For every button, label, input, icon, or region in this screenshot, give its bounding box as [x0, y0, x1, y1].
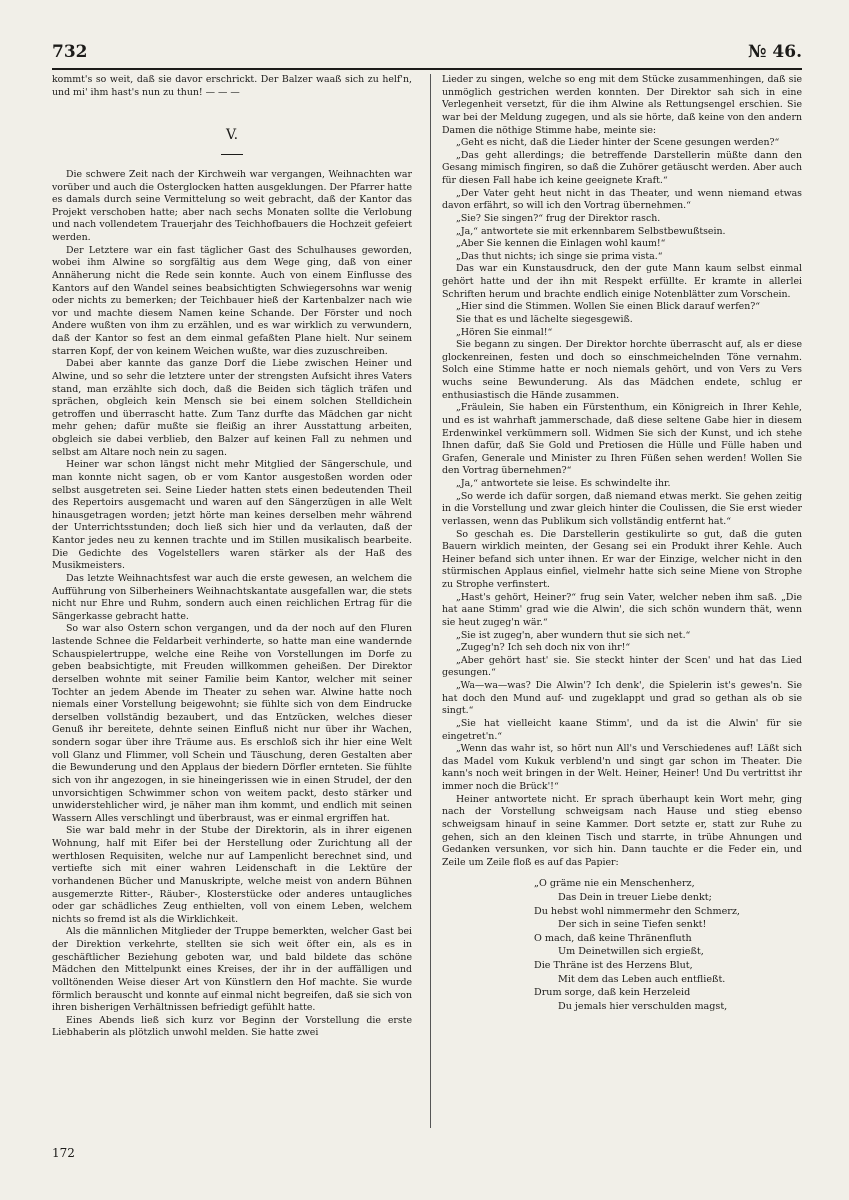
page-number: 732 — [52, 42, 88, 62]
paragraph: „Aber gehört hast' sie. Sie steckt hinter der Scen' und hat das Lied gesungen.“ — [442, 654, 802, 679]
paragraph: Das letzte Weihnachtsfest war auch die erste gewesen, an welchem die Aufführung von Silberheiners Weihnachtskantate ausgefallen war, die stets nicht nur Ehre und Ruhm, sondern auch einen reichlichen Ertrag für die Sängerkasse gebracht hatte. — [52, 572, 412, 622]
paragraph: „Hier sind die Stimmen. Wollen Sie einen Blick darauf werfen?“ — [456, 301, 761, 313]
paragraph: Das war ein Kunstausdruck, den der gute Mann kaum selbst einmal gehört hatte und der ihn mit Respekt erfüllte. Er kramte in allerlei Schriften herum und brachte endlich einige Notenblätter zum Vorschein. — [442, 263, 802, 300]
paragraph: „Sie? Sie singen?“ frug der Direktor rasch. — [456, 212, 661, 224]
poem-line: Du hebst wohl nimmermehr den Schmerz, — [534, 905, 740, 917]
paragraph: So war also Ostern schon vergangen, und da der noch auf den Fluren lastende Schnee die Feldarbeit verhinderte, so hatte man eine wandernde Schauspielertruppe, welche eine Reihe von Vorstellungen im Dorfe zu geben beabsichtigte, mit Freuden willkommen geheißen. Der Direktor derselben wohnte mit seiner Familie beim Kantor, welcher mit seiner Tochter an jedem Abende im Theater zu sehen war. Alwine hatte noch niemals einer Vorstellung beigewohnt; sie fühlte sich von dem Eindrucke derselben vollständig bezaubert, und das Entzücken, welches dieser Genuß ihr bereitete, dehnte seinen Einfluß nicht nur über ihr Wachen, sondern sogar über ihre Träume aus. Es erschloß sich ihr hier eine Welt voll Glanz und Flimmer, voll Schein und Täuschung, deren Gestalten aber die Bewunderung und den Applaus der biedern Dörfler ernteten. Sie fühlte sich von ihr angezogen, in sie hineingerissen wie in einen Strudel, der den unvorsichtigen Schwimmer schon von weitem packt, desto stärker und unwiderstehlicher wird, je näher man ihm kommt, und endlich mit seinen Wassern Alles verschlingt und überbraust, was er einmal ergriffen hat. — [52, 623, 412, 824]
paragraph: „Aber Sie kennen die Einlagen wohl kaum!“ — [456, 238, 666, 250]
paragraph: „Hast's gehört, Heiner?“ frug sein Vater, welcher neben ihm saß. „Die hat aane Stimm' grad wie die Alwin', die sich schön wundern thät, wenn sie heut zugeg'n wär.“ — [442, 591, 802, 628]
page-header — [52, 38, 802, 66]
paragraph: Heiner antwortete nicht. Er sprach überhaupt kein Wort mehr, ging nach der Vorstellung schweigsam nach Hause und stieg ebenso schweigsam hinauf in seine Kammer. Dort setzte er, statt zur Ruhe zu gehen, sich an den kleinen Tisch und starrte, in trübe Ahnungen und Gedanken versunken, vor sich hin. Dann tauchte er die Feder ein, und Zeile um Zeile floß es auf das Papier: — [442, 793, 802, 868]
column-divider — [430, 74, 431, 1128]
header-rule — [52, 68, 802, 70]
paragraph: „Ja,“ antwortete sie mit erkennbarem Selbstbewußtsein. — [456, 225, 726, 237]
paragraph: Sie begann zu singen. Der Direktor horchte überrascht auf, als er diese glockenreinen, festen und doch so einschmeichelnden Töne vernahm. Solch eine Stimme hatte er noch niemals gehört, und von Vers zu Vers wuchs seine Bewunderung. Als das Mädchen endete, schlug er enthusiastisch die Hände zusammen. — [442, 339, 802, 401]
paragraph: „Wa—wa—was? Die Alwin'? Ich denk', die Spielerin ist's gewes'n. Sie hat doch den Mund auf- und zugeklappt und grad so gethan als ob sie singt.“ — [442, 680, 802, 717]
poem-line: Mit dem das Leben auch entfließt. — [558, 973, 726, 985]
paragraph: Heiner war schon längst nicht mehr Mitglied der Sängerschule, und man konnte nicht sagen, ob er vom Kantor ausgestoßen worden oder selbst ausgetreten sei. Seine Lieder hatten stets einen bedeutenden Theil des Repertoirs ausgemacht und waren auf den Sängerzügen in alle Welt hinausgetragen worden; jetzt hörte man keines derselben mehr während der Unterrichtsstunden; doch ließ sich hier und da verlauten, daß der Kantor jedes neu zu kennen trachte und im Stillen musikalisch bearbeite. Die Gedichte des Vogelstellers waren stärker als der Haß des Musikmeisters. — [52, 459, 412, 572]
paragraph: „Ja,“ antwortete sie leise. Es schwindelte ihr. — [456, 478, 671, 489]
poem — [442, 877, 802, 1013]
paragraph: „Geht es nicht, daß die Lieder hinter der Scene gesungen werden?“ — [456, 137, 780, 149]
paragraph: „Hören Sie einmal!“ — [456, 326, 553, 338]
poem-line: O mach, daß keine Thränenfluth — [534, 932, 692, 944]
poem-line: Der sich in seine Tiefen senkt! — [558, 919, 707, 931]
paragraph: „Fräulein, Sie haben ein Fürstenthum, ein Königreich in Ihrer Kehle, und es ist wahrhaft jammerschade, daß diese seltene Gabe hier in diesem Erdenwinkel verkümmern soll. Widmen Sie sich der Kunst, und ich stehe Ihnen dafür, daß Sie Gold und Pretiosen die Hülle und Fülle haben und Grafen, Generale und Minister zu Ihren Füßen sehen werden! Wollen Sie den Vortrag übernehmen?“ — [442, 402, 802, 477]
paragraph: „Das geht allerdings; die betreffende Darstellerin müßte dann den Gesang mimisch fingiren, so daß die Zuhörer getäuscht werden. Aber auch für diesen Fall habe ich keine geeignete Kraft.“ — [442, 149, 802, 186]
newspaper-page — [52, 38, 802, 1168]
poem-line: Um Deinetwillen sich ergießt, — [558, 946, 704, 958]
paragraph: Der Letztere war ein fast täglicher Gast des Schulhauses geworden, wobei ihm Alwine so sorgfältig aus dem Wege ging, daß von einer Annäherung nicht die Rede sein konnte. Auch von einem Einflusse des Kantors auf den Wandel seines beabsichtigten Schwiegersohns war wenig oder nichts zu bemerken; der Teichbauer hieß der Kartenbalzer nach wie vor und machte diesem Namen keine Schande. Der Förster und noch Andere wußten von ihm zu erzählen, und es war wirklich zu verwundern, daß der Kantor so fest an dem einmal gefaßten Plane hielt. Nur seinem starren Kopf, der von keinem Weichen wußte, war dies zuzuschreiben. — [52, 244, 412, 357]
paragraph: Sie war bald mehr in der Stube der Direktorin, als in ihrer eigenen Wohnung, half mit Eifer bei der Herstellung oder Zurichtung all der werthlosen Requisiten, welche nur auf Lampenlicht berechnet sind, und vertiefte sich mit einer wahren Leidenschaft in die Lektüre der vorhandenen Bücher und Manuskripte, welche meist von andern Bühnen ausgemerzte Ritter-, Räuber-, Klosterstücke oder anderes untaugliches oder gar schädliches Zeug enthielten, voll von einem Leben, welchem nichts so fremd ist als die Wirklichkeit. — [52, 825, 412, 925]
right-intro: Lieder zu singen, welche so eng mit dem Stücke zusammenhingen, daß sie unmöglich gestrichen werden konnten. Der Direktor sah sich in eine Verlegenheit versetzt, für die ihm Alwine als Rettungsengel erschien. Sie war bei der Meldung zugegen, und als sie hörte, daß keine von den andern Damen die nöthige Stimme habe, meinte sie: — [442, 74, 802, 136]
paragraph: Sie that es und lächelte siegesgewiß. — [456, 313, 633, 325]
poem-line: Das Dein in treuer Liebe denkt; — [558, 891, 712, 903]
paragraph: „Sie hat vielleicht kaane Stimm', und da ist die Alwin' für sie eingetret'n.“ — [442, 717, 802, 742]
paragraph: „Der Vater geht heut nicht in das Theater, und wenn niemand etwas davon erfährt, so will ich den Vortrag übernehmen.“ — [442, 187, 802, 212]
issue-number: № 46. — [748, 42, 802, 62]
right-column — [442, 74, 802, 1130]
paragraph: „Zugeg'n? Ich seh doch nix von ihr!“ — [456, 642, 631, 654]
poem-line: Drum sorge, daß kein Herzeleid — [534, 987, 691, 999]
paragraph: Eines Abends ließ sich kurz vor Beginn der Vorstellung die erste Liebhaberin als plötzlich unwohl melden. Sie hatte zwei — [52, 1014, 412, 1039]
paragraph: Die schwere Zeit nach der Kirchweih war vergangen, Weihnachten war vorüber und auch die Osterglocken hatten ausgeklungen. Der Pfarrer hatte es damals durch seine Vermittelung so weit gebracht, daß der Kantor das Projekt verschoben hatte; aber nach sechs Monaten sollte die Verlobung und nach vollendetem Trauerjahr des Teichhofbauers die Hochzeit gefeiert werden. — [52, 168, 412, 243]
paragraph: „Sie ist zugeg'n, aber wundern thut sie sich net.“ — [456, 629, 691, 641]
paragraph: „Wenn das wahr ist, so hört nun All's und Verschiedenes auf! Läßt sich das Madel vom Kukuk verblend'n und singt gar schon im Theater. Die kann's noch weit bringen in der Welt. Heiner, Heiner! Und Du vertrittst ihr immer noch die Brück'!“ — [442, 743, 802, 792]
paragraph: So geschah es. Die Darstellerin gestikulirte so gut, daß die guten Bauern wirklich meinten, der Gesang sei ein Produkt ihrer Kehle. Auch Heiner befand sich unter ihnen. Er war der Einzige, welcher nicht in den stürmischen Applaus einfiel, vielmehr hatte sich seine Miene von Strophe zu Strophe verfinstert. — [442, 528, 802, 590]
sheet-number: 172 — [52, 1146, 75, 1160]
paragraph: Dabei aber kannte das ganze Dorf die Liebe zwischen Heiner und Alwine, und so sehr die letztere unter der strengsten Aufsicht ihres Vaters stand, man erzählte sich doch, daß die Beiden sich täglich träfen und sprächen, obgleich kein Mensch sie bei einem solchen Stelldichein getroffen und überrascht hatte. Zum Tanz durfte das Mädchen gar nicht mehr gehen; dafür mußte sie fleißig an ihrer Ausstattung arbeiten, obgleich sie dabei verblieb, den Balzer auf keinen Fall zu nehmen und selbst am Altare noch nein zu sagen. — [52, 358, 412, 458]
section-rule — [221, 154, 243, 155]
poem-line: Du jemals hier verschulden magst, — [558, 1000, 728, 1012]
paragraph: „So werde ich dafür sorgen, daß niemand etwas merkt. Sie gehen zeitig in die Vorstellung und zwar gleich hinter die Coulissen, die Sie erst wieder verlassen, wenn das Publikum sich vollständig entfernt hat.“ — [442, 490, 802, 527]
left-intro: kommt's so weit, daß sie davor erschrickt. Der Balzer waaß sich zu helf'n, und mi' ihm hast's nun zu thun! — — — — [52, 74, 412, 98]
paragraph: Als die männlichen Mitglieder der Truppe bemerkten, welcher Gast bei der Direktion verkehrte, stellten sie sich weit öfter ein, als es in geschäftlicher Beziehung geboten war, und bald bildete das schöne Mädchen den Mittelpunkt eines Kreises, der ihr in der auffälligen und volltönenden Weise dieser Art von Künstlern den Hof machte. Sie wurde förmlich berauscht und konnte auf einmal nicht begreifen, daß sie sich von ihren bisherigen Verhältnissen befriedigt gefühlt hatte. — [52, 926, 412, 1014]
paragraph: „Das thut nichts; ich singe sie prima vista.“ — [456, 250, 663, 262]
section-heading: V. — [52, 129, 412, 155]
poem-line: „O gräme nie ein Menschenherz, — [534, 878, 695, 890]
left-column — [52, 74, 412, 1130]
poem-line: Die Thräne ist des Herzens Blut, — [534, 959, 693, 971]
